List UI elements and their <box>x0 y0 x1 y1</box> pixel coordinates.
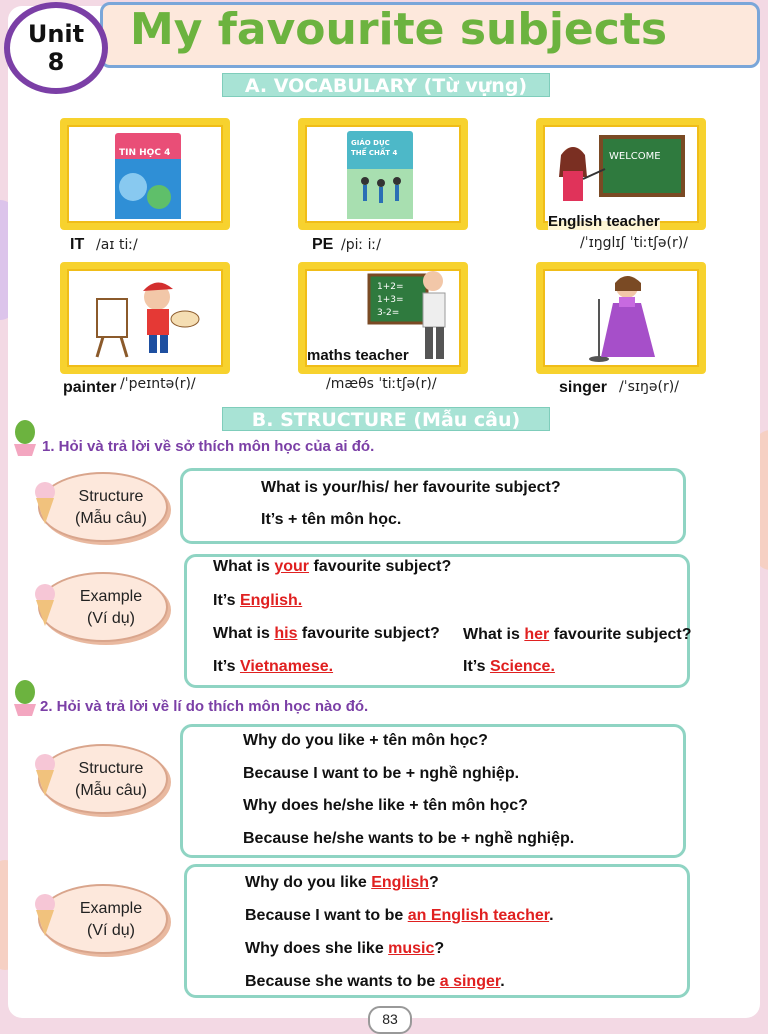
pe-book-title-1: GIÁO DỤC <box>351 139 390 147</box>
board-welcome: WELCOME <box>609 151 661 162</box>
example-line: It’s Vietnamese. <box>213 658 334 675</box>
ice-cream-icon <box>30 890 60 940</box>
example-sublabel: (Ví dụ) <box>86 610 135 627</box>
page-number: 83 <box>368 1006 412 1034</box>
vocab-card-english-teacher <box>536 118 706 230</box>
page-title: My favourite subjects <box>130 4 668 55</box>
vocab-word-pe: PE <box>312 236 334 253</box>
structure-label: Structure <box>78 488 144 505</box>
example-line: Because she wants to be a singer. <box>245 973 505 990</box>
vocab-word-it: IT <box>70 236 85 253</box>
example-line: Because I want to be an English teacher. <box>245 907 554 924</box>
unit-word: Unit <box>27 20 85 48</box>
example-line: What is her favourite subject? <box>463 626 692 643</box>
unit-badge <box>4 2 108 94</box>
structure-line: What is your/his/ her favourite subject? <box>261 479 561 496</box>
example-line: What is your favourite subject? <box>213 558 452 575</box>
structure-line: Because he/she wants to be + nghề nghiệp. <box>243 830 575 847</box>
board-math-1: 1+2= <box>377 282 404 292</box>
ipa-it: /aɪ tiː/ <box>96 237 138 253</box>
board-math-3: 3-2= <box>377 308 400 318</box>
example-sublabel: (Ví dụ) <box>86 922 135 939</box>
vocab-card-it <box>60 118 230 230</box>
pe-book-image <box>305 125 461 223</box>
structure-line: Why does he/she like + tên môn học? <box>243 797 528 814</box>
structure-line: Because I want to be + nghề nghiệp. <box>243 765 520 782</box>
ipa-english-teacher: /ˈɪŋglɪʃ ˈtiːtʃə(r)/ <box>580 235 688 251</box>
example-line: What is his favourite subject? <box>213 625 440 642</box>
cactus-icon <box>10 418 40 458</box>
ice-cream-icon <box>30 478 60 528</box>
ipa-maths-teacher: /mæθs ˈtiːtʃə(r)/ <box>326 376 437 392</box>
example-line: Why do you like English? <box>245 874 439 891</box>
ice-cream-icon <box>30 580 60 630</box>
section-a-banner: A. VOCABULARY (Từ vựng) <box>222 73 550 97</box>
section-b-banner: B. STRUCTURE (Mẫu câu) <box>222 407 550 431</box>
vocab-word-singer: singer <box>559 379 608 396</box>
part1-heading: 1. Hỏi và trả lời về sở thích môn học của ai đó. <box>42 438 375 455</box>
ice-cream-icon <box>30 750 60 800</box>
vocab-card-painter <box>60 262 230 374</box>
unit-number: 8 <box>47 48 65 76</box>
structure-line: It’s + tên môn học. <box>261 511 402 528</box>
ipa-pe: /piː iː/ <box>341 237 381 253</box>
vocab-card-pe <box>298 118 468 230</box>
example-line: It’s Science. <box>463 658 555 675</box>
ipa-singer: /ˈsɪŋə(r)/ <box>619 379 679 395</box>
label-english-teacher: English teacher <box>548 213 660 230</box>
cactus-icon <box>10 678 40 718</box>
english-teacher-image <box>543 125 699 223</box>
example-label: Example <box>79 900 143 917</box>
structure-sublabel: (Mẫu câu) <box>74 510 148 527</box>
structure-sublabel: (Mẫu câu) <box>74 782 148 799</box>
it-book-title: TIN HỌC 4 <box>119 148 171 158</box>
example-line: Why does she like music? <box>245 940 445 957</box>
singer-image <box>543 269 699 367</box>
ipa-painter: /ˈpeɪntə(r)/ <box>120 376 196 392</box>
structure-line: Why do you like + tên môn học? <box>243 732 488 749</box>
label-maths-teacher: maths teacher <box>307 347 409 364</box>
vocab-word-painter: painter <box>63 379 117 396</box>
vocab-card-singer <box>536 262 706 374</box>
structure-label: Structure <box>78 760 144 777</box>
painter-image <box>67 269 223 367</box>
board-math-2: 1+3= <box>377 295 404 305</box>
part2-heading: 2. Hỏi và trả lời về lí do thích môn học nào đó. <box>40 698 369 715</box>
example-line: It’s English. <box>213 592 303 609</box>
vocab-card-maths-teacher <box>298 262 468 374</box>
example-label: Example <box>79 588 143 605</box>
it-book-image <box>67 125 223 223</box>
pe-book-title-2: THỂ CHẤT 4 <box>351 149 398 157</box>
